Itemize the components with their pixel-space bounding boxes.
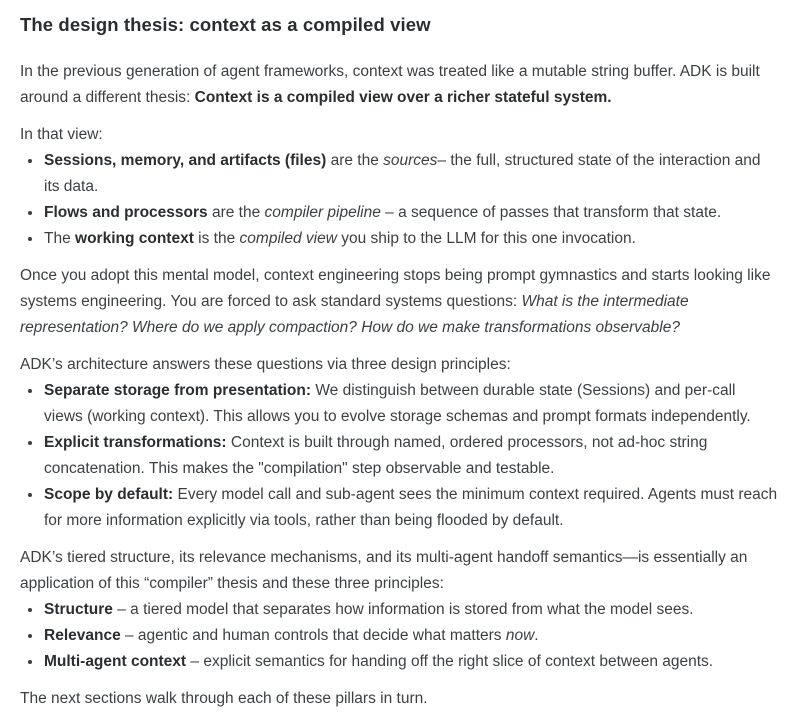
text-run: – explicit semantics for handing off the right slice of context between agents. [186, 653, 714, 670]
list-item [43, 623, 778, 649]
list-item [43, 378, 778, 430]
text-run: The next sections walk through each of these pillars in turn. [20, 690, 428, 707]
text-run: – a tiered model that separates how information is stored from what the model sees. [112, 601, 694, 618]
text-run: In the previous generation of agent frameworks, context was treated like a mutable string buffer. ADK is built around a different thesis: [20, 63, 760, 106]
text-run: – a sequence of passes that transform that state. [380, 204, 722, 221]
text-run: you ship to the LLM for this one invocation. [336, 230, 636, 247]
text-run: We distinguish between durable state (Sessions) and per-call views (working context). This allows you to evolve storage schemas and prompt formats independently. [44, 382, 751, 425]
text-run: sources [383, 152, 438, 169]
list-item [43, 226, 778, 252]
text-run: . [534, 627, 539, 644]
paragraph [20, 122, 778, 148]
paragraph [20, 352, 778, 378]
text-run: Context is a compiled view over a richer stateful system. [194, 89, 612, 106]
bullet-list [20, 148, 778, 252]
paragraph [20, 263, 778, 341]
text-run: is the [193, 230, 240, 247]
list-item [43, 649, 778, 675]
text-run: Multi-agent context [44, 653, 187, 670]
text-run: ADK’s tiered structure, its relevance mechanisms, and its multi-agent handoff semantics—is essentially an application of this “compiler” thesis and these three principles: [20, 549, 748, 592]
text-run: Once you adopt this mental model, context engineering stops being prompt gymnastics and starts looking like systems engineering. You are forced to ask standard systems questions: [20, 267, 771, 310]
list-item [43, 148, 778, 200]
text-run: Relevance [44, 627, 121, 644]
text-run: Flows and processors [44, 204, 208, 221]
text-run: are the [326, 152, 384, 169]
text-run: Every model call and sub-agent sees the minimum context required. Agents must reach for more information explicitly via tools, rather than being flooded by default. [44, 486, 778, 529]
article [20, 13, 778, 712]
paragraph [20, 59, 778, 111]
text-run: – the full, structured state of the interaction and its data. [44, 152, 761, 195]
list-item [43, 430, 778, 482]
bullet-list [20, 378, 778, 534]
text-run: are the [207, 204, 265, 221]
page-title [20, 13, 778, 37]
paragraph [20, 686, 778, 712]
text-run: Separate storage from presentation: [44, 382, 312, 399]
text-run: Scope by default: [44, 486, 174, 503]
text-run: ADK’s architecture answers these questions via three design principles: [20, 356, 511, 373]
text-run: What is the intermediate representation? Where do we apply compaction? How do we make transformations observable? [20, 293, 689, 336]
text-run: – agentic and human controls that decide what matters [120, 627, 506, 644]
text-run: Sessions, memory, and artifacts (files) [44, 152, 327, 169]
list-item [43, 200, 778, 226]
text-run: Structure [44, 601, 113, 618]
paragraph [20, 545, 778, 597]
list-item [43, 482, 778, 534]
text-run: compiled view [239, 230, 337, 247]
text-run: In that view: [20, 126, 103, 143]
text-run: The [44, 230, 76, 247]
text-run: now [505, 627, 535, 644]
text-run: The design thesis: context as a compiled view [20, 14, 431, 35]
text-run: Explicit transformations: [44, 434, 227, 451]
text-run: working context [75, 230, 194, 247]
list-item [43, 597, 778, 623]
text-run: compiler pipeline [264, 204, 381, 221]
bullet-list [20, 597, 778, 675]
text-run: Context is built through named, ordered processors, not ad-hoc string concatenation. This makes the "compilation" step observable and testable. [44, 434, 708, 477]
